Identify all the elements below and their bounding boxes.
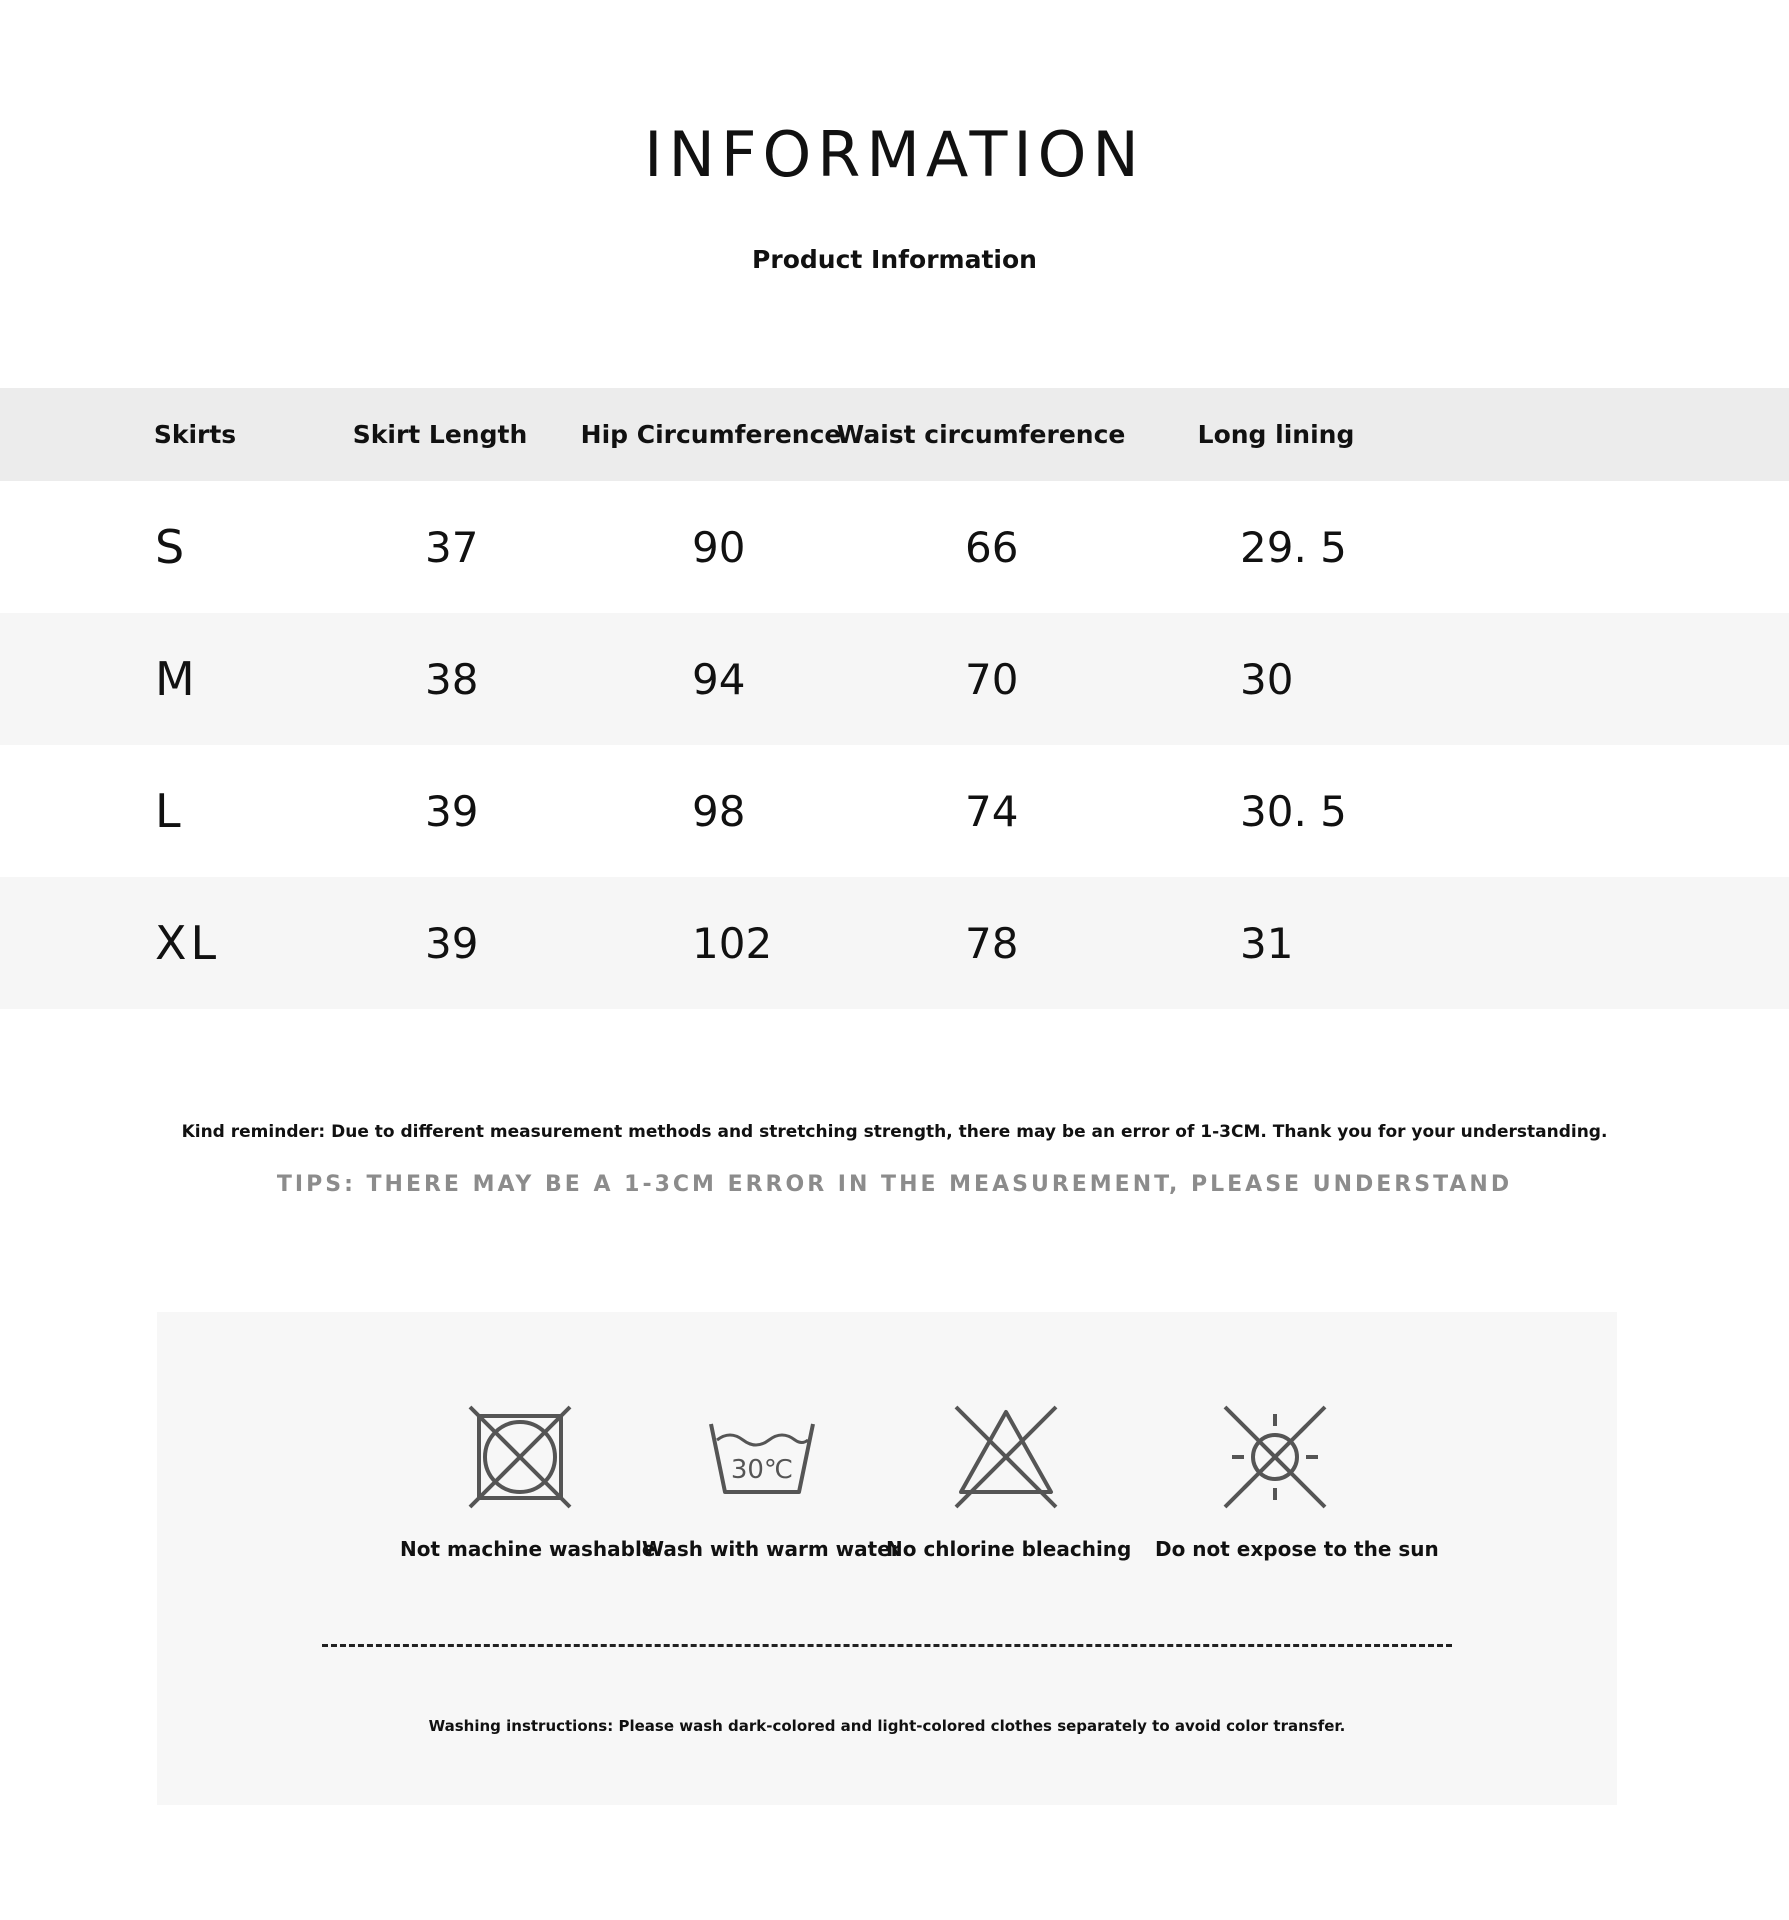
size-label: L <box>155 784 185 838</box>
waist-circumference-value: 74 <box>965 786 1019 836</box>
skirt-length-value: 39 <box>425 918 479 968</box>
long-lining-value: 31 <box>1240 918 1294 968</box>
washing-instructions-text: Washing instructions: Please wash dark-colored and light-colored clothes separately to avoid color transfer. <box>428 1717 1346 1735</box>
table-row-s <box>0 481 1789 613</box>
hip-circumference-value: 94 <box>692 654 746 704</box>
care-label: Do not expose to the sun <box>1155 1537 1439 1561</box>
no-sun-icon <box>1220 1402 1330 1512</box>
table-row-xl <box>0 877 1789 1009</box>
care-item-no-machine-wash <box>400 1402 656 1561</box>
wash-30c-icon <box>707 1402 817 1512</box>
long-lining-value: 30. 5 <box>1240 786 1347 836</box>
temperature-label: 30℃ <box>730 1455 794 1485</box>
long-lining-value: 30 <box>1240 654 1294 704</box>
page-title: INFORMATION <box>644 118 1145 191</box>
long-lining-value: 29. 5 <box>1240 522 1347 572</box>
care-item-no-sun <box>1155 1402 1439 1561</box>
care-label: Wash with warm water <box>642 1537 901 1561</box>
hip-circumference-value: 90 <box>692 522 746 572</box>
waist-circumference-value: 70 <box>965 654 1019 704</box>
column-header-skirt-length: Skirt Length <box>352 420 528 449</box>
size-table <box>0 388 1789 1009</box>
waist-circumference-value: 66 <box>965 522 1019 572</box>
care-item-no-bleach <box>886 1402 1132 1561</box>
table-row-l <box>0 745 1789 877</box>
dashed-divider <box>322 1644 1452 1647</box>
tips-text: TIPS: THERE MAY BE A 1-3CM ERROR IN THE MEASUREMENT, PLEASE UNDERSTAND <box>276 1172 1513 1197</box>
care-label: No chlorine bleaching <box>886 1537 1132 1561</box>
waist-circumference-value: 78 <box>965 918 1019 968</box>
column-header-hip-circumference: Hip Circumference <box>580 420 842 449</box>
page-subtitle: Product Information <box>752 245 1037 274</box>
column-header-skirts: Skirts <box>153 420 237 449</box>
skirt-length-value: 39 <box>425 786 479 836</box>
skirt-length-value: 38 <box>425 654 479 704</box>
no-bleach-icon <box>951 1402 1061 1512</box>
size-label: S <box>155 520 189 574</box>
care-item-warm-wash <box>642 1402 901 1561</box>
care-label: Not machine washable <box>400 1537 656 1561</box>
column-header-long-lining: Long lining <box>1197 420 1355 449</box>
size-label: XL <box>155 916 221 970</box>
no-machine-wash-icon <box>465 1402 575 1512</box>
care-instructions-panel <box>157 1312 1617 1805</box>
hip-circumference-value: 98 <box>692 786 746 836</box>
table-header-row <box>0 388 1789 481</box>
table-row-m <box>0 613 1789 745</box>
column-header-waist-circumference: Waist circumference <box>836 420 1126 449</box>
hip-circumference-value: 102 <box>692 918 773 968</box>
skirt-length-value: 37 <box>425 522 479 572</box>
size-label: M <box>155 652 199 706</box>
kind-reminder-text: Kind reminder: Due to different measurement methods and stretching strength, there may be an error of 1-3CM. Thank you for your understanding. <box>181 1122 1608 1142</box>
